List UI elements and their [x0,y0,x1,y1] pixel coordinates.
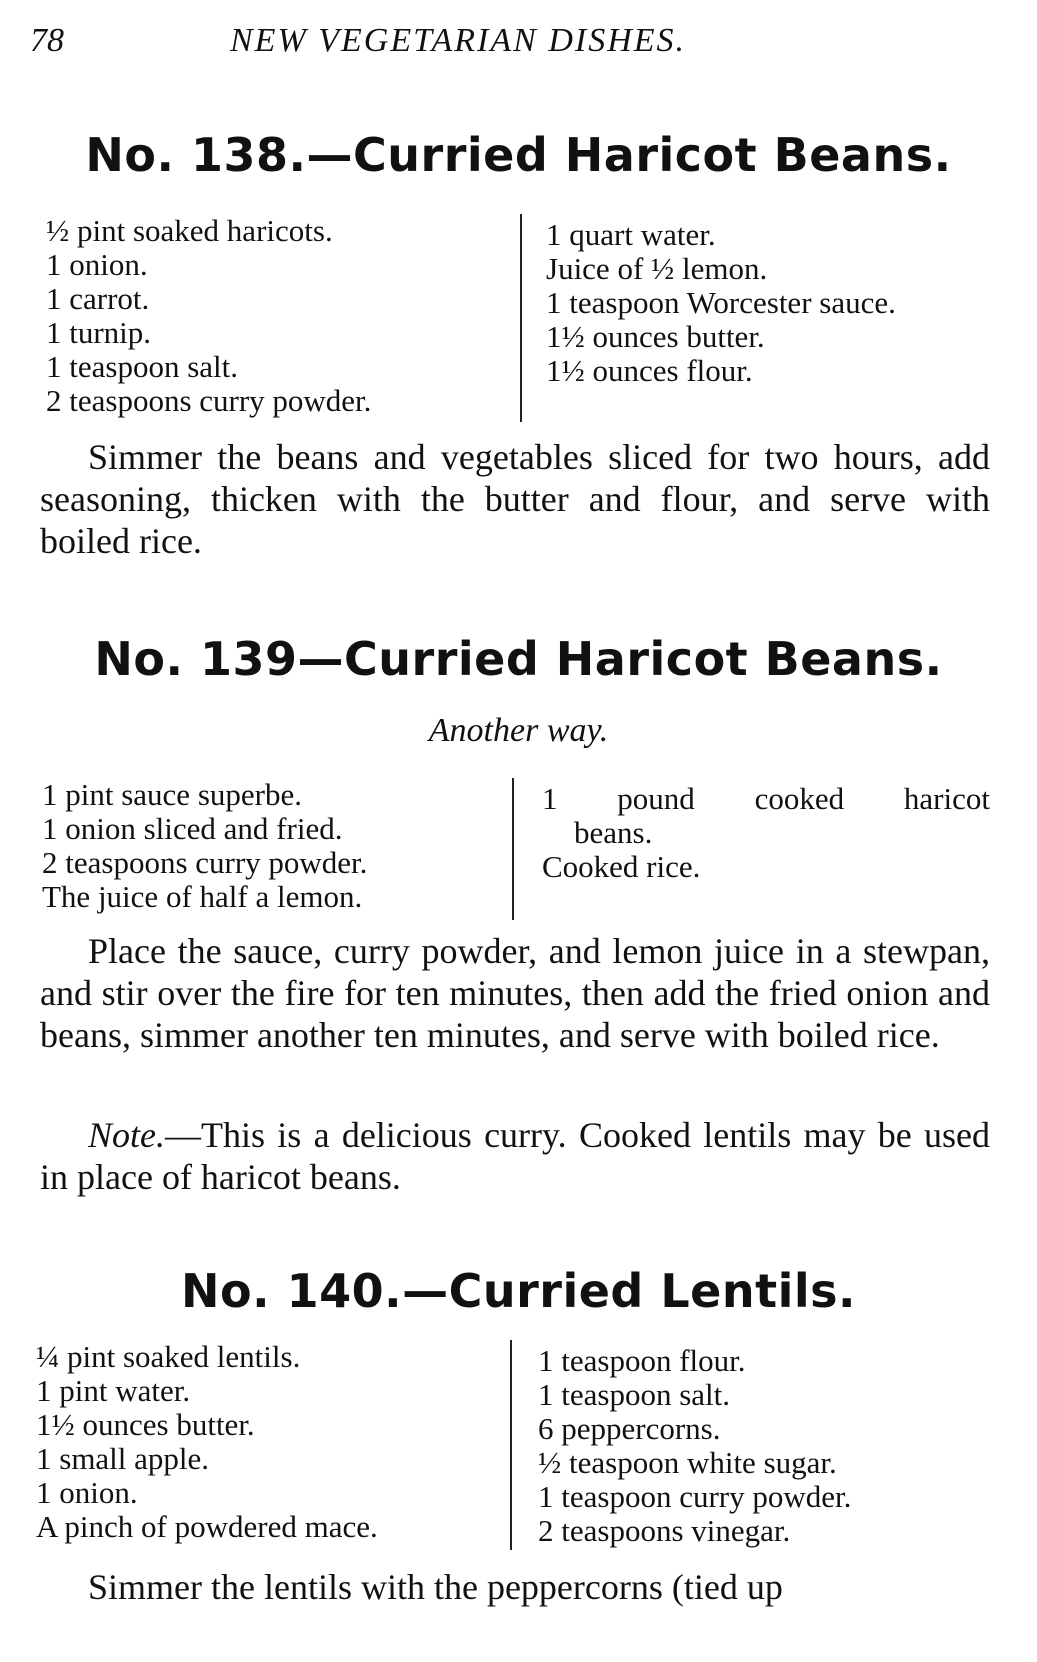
recipe-title-139: No. 139—Curried Haricot Beans. [94,632,943,686]
ingredient-line: 1 carrot. [46,281,150,316]
recipe-title-140: No. 140.—Curried Lentils. [180,1264,856,1318]
ingredient-line: 1½ ounces flour. [546,353,753,388]
ingredient-line: 1 onion sliced and fried. [42,811,343,846]
ingredient-line: 1 small apple. [36,1441,210,1476]
ingredient-line: Cooked rice. [542,849,701,884]
ingredient-line: 1 pint water. [36,1373,191,1408]
ingredient-line: 1 teaspoon salt. [46,349,238,384]
ingredient-line: 1½ ounces butter. [546,319,765,354]
ingredient-line: 1 pound cooked haricot [542,781,990,816]
ingredient-line: 1 onion. [36,1475,138,1510]
column-divider [520,214,522,422]
ingredient-line: 1 quart water. [546,217,716,252]
ingredient-line: 1 teaspoon salt. [538,1377,730,1412]
ingredient-line: ½ pint soaked haricots. [46,213,333,248]
ingredients-column-right [542,782,990,884]
ingredients-139 [42,778,992,922]
recipe-title-138: No. 138.—Curried Haricot Beans. [85,128,952,182]
ingredient-line: The juice of half a lemon. [42,879,363,914]
ingredients-138 [46,214,996,424]
ingredients-column-right [538,1344,851,1548]
column-divider [512,778,514,920]
column-divider [510,1340,512,1550]
ingredient-line: beans. [574,815,653,850]
recipe-subtitle-139: Another way. [428,712,609,749]
ingredients-column-left [42,778,367,914]
method-paragraph-140: Simmer the lentils with the peppercorns (tied up [88,1567,783,1607]
ingredient-line: 1½ ounces butter. [36,1407,255,1442]
ingredient-line: A pinch of powdered mace. [36,1509,378,1544]
ingredients-column-right [546,218,896,388]
ingredient-line: 1 teaspoon curry powder. [538,1479,852,1514]
ingredients-column-left [36,1340,378,1544]
ingredient-line: ½ teaspoon white sugar. [538,1445,837,1480]
ingredients-140 [36,1340,992,1550]
note-label: Note. [88,1115,165,1155]
ingredient-line: 6 peppercorns. [538,1411,721,1446]
ingredient-line: 1 pint sauce superbe. [42,777,302,812]
ingredient-line: ¼ pint soaked lentils. [36,1339,301,1374]
method-paragraph-138: Simmer the beans and vegetables sliced for two hours, add seasoning, thicken with the butter and flour, and serve with boiled rice. [40,437,990,561]
ingredients-column-left [46,214,371,418]
ingredient-line: 2 teaspoons vinegar. [538,1513,791,1548]
ingredient-line: 2 teaspoons curry powder. [46,383,372,418]
running-title: NEW VEGETARIAN DISHES. [230,22,687,59]
note-text: —This is a delicious curry. Cooked lentils may be used in place of haricot beans. [40,1115,990,1197]
note-paragraph-139 [40,1114,990,1198]
ingredient-line: Juice of ½ lemon. [546,251,768,286]
ingredient-line: 2 teaspoons curry powder. [42,845,368,880]
page-header [30,18,990,68]
ingredient-line: 1 teaspoon flour. [538,1343,746,1378]
page-number: 78 [30,22,64,59]
ingredient-line: 1 onion. [46,247,148,282]
method-paragraph-139: Place the sauce, curry powder, and lemon juice in a stewpan, and stir over the fire for ten minutes, then add the fried onion and beans, simmer another ten minutes, and serve with boiled rice. [40,931,990,1055]
ingredient-line: 1 teaspoon Worcester sauce. [546,285,896,320]
ingredient-line: 1 turnip. [46,315,152,350]
